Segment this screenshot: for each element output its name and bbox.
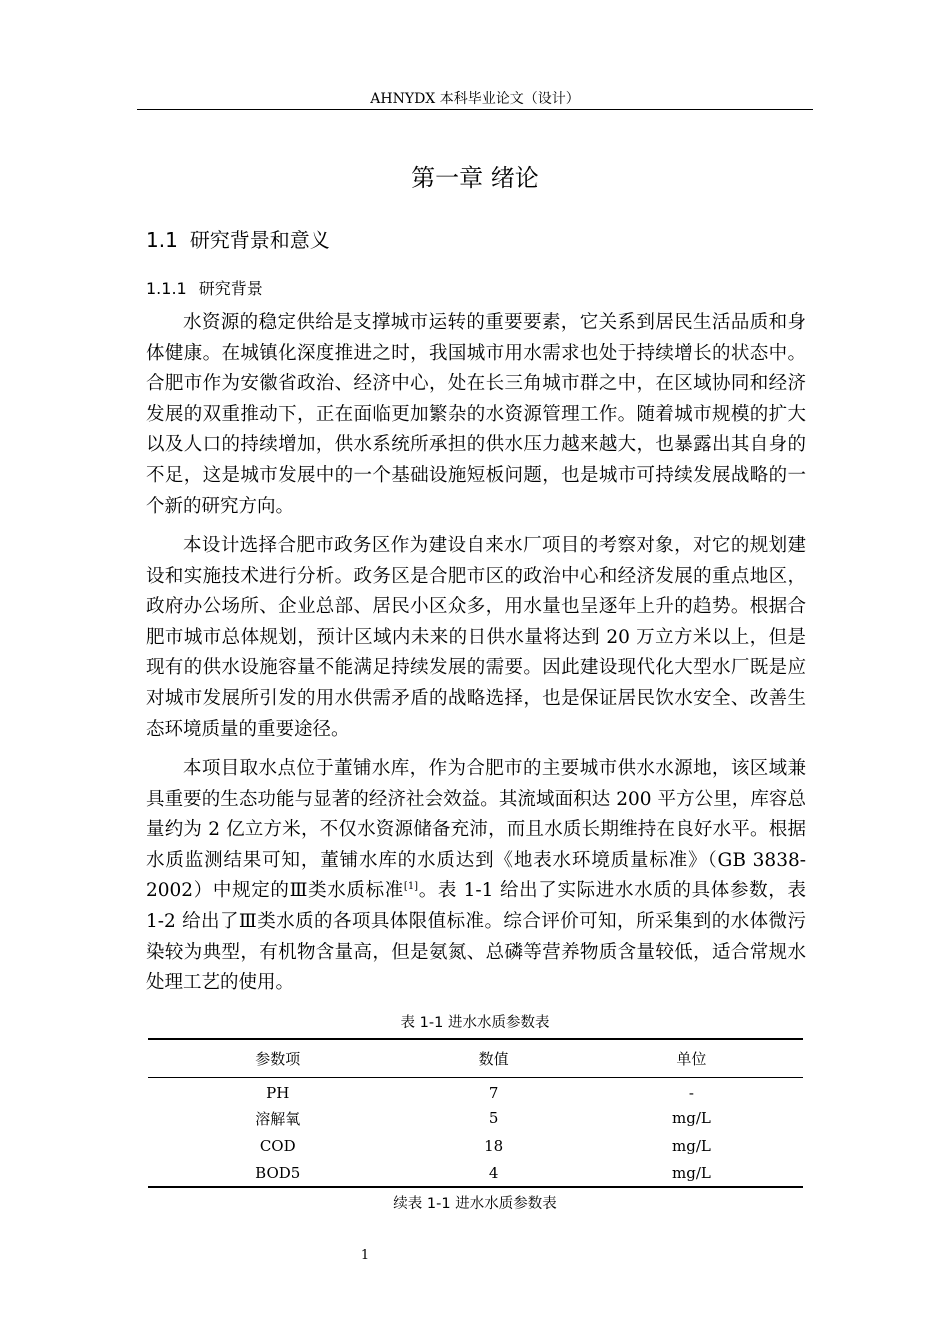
section-heading	[146, 226, 330, 254]
table-row	[148, 1105, 803, 1133]
section-number: 1.1	[146, 228, 178, 252]
cell-value: 4	[407, 1160, 579, 1188]
cell-unit: mg/L	[580, 1160, 803, 1188]
citation-ref[interactable]: [1]	[403, 881, 419, 893]
water-quality-table	[148, 1038, 803, 1188]
subsection-heading	[146, 278, 263, 300]
table-row	[148, 1160, 803, 1188]
paragraph-3	[146, 754, 806, 999]
page-number: 1	[360, 1248, 370, 1263]
table-continued-caption: 续表 1-1 进水水质参数表	[393, 1196, 557, 1212]
table-row	[148, 1077, 803, 1105]
table-header-row	[148, 1039, 803, 1077]
cell-unit: -	[688, 1083, 694, 1102]
chapter-title: 第一章 绪论	[411, 164, 539, 192]
section-title: 研究背景和意义	[189, 228, 330, 252]
header-unit: 单位	[580, 1039, 803, 1077]
header-param: 参数项	[148, 1039, 407, 1077]
paragraph-3-text-a: 本项目取水点位于董铺水库，作为合肥市的主要城市供水水源地，该区域兼具重要的生态功能与显著的经济社会效益。其流域面积达 200 平方公里，库容总量约为 2 亿立方米，不仅水资源储备充沛，而且水质长期维持在良好水平。根据水质监测结果可知，董铺水库的水质达到《地表水环境质量标准》（GB 3838-2002）中规定的Ⅲ类水质标准	[146, 758, 806, 902]
cell-unit: mg/L	[672, 1109, 711, 1128]
paragraph-2: 本设计选择合肥市政务区作为建设自来水厂项目的考察对象，对它的规划建设和实施技术进行分析。政务区是合肥市区的政治中心和经济发展的重点地区，政府办公场所、企业总部、居民小区众多，用水量也呈逐年上升的趋势。根据合肥市城市总体规划，预计区域内未来的日供水量将达到 20 万立方米以上，但是现有的供水设施容量不能满足持续发展的需要。因此建设现代化大型水厂既是应对城市发展所引发的用水供需矛盾的战略选择，也是保证居民饮水安全、改善生态环境质量的重要途径。	[146, 535, 806, 740]
cell-param: BOD5	[148, 1160, 407, 1188]
cell-value: 7	[488, 1083, 499, 1102]
page-header: AHNYDX 本科毕业论文（设计）	[370, 91, 580, 107]
header-value: 数值	[407, 1039, 579, 1077]
cell-unit: mg/L	[672, 1136, 711, 1155]
subsection-title: 研究背景	[198, 279, 263, 298]
table-caption: 表 1-1 进水水质参数表	[400, 1015, 550, 1031]
paragraph-1: 水资源的稳定供给是支撑城市运转的重要要素，它关系到居民生活品质和身体健康。在城镇化深度推进之时，我国城市用水需求也处于持续增长的状态中。合肥市作为安徽省政治、经济中心，处在长三角城市群之中，在区域协同和经济发展的双重推动下，正在面临更加繁杂的水资源管理工作。随着城市规模的扩大以及人口的持续增加，供水系统所承担的供水压力越来越大，也暴露出其自身的不足，这是城市发展中的一个基础设施短板问题，也是城市可持续发展战略的一个新的研究方向。	[146, 312, 806, 517]
table-row	[148, 1132, 803, 1160]
cell-param: PH	[266, 1083, 290, 1102]
cell-param: 溶解氧	[255, 1109, 301, 1128]
cell-param: COD	[259, 1136, 296, 1155]
header-rule	[137, 109, 813, 110]
paragraph-3-text-b: 。表 1-1 给出了实际进水水质的具体参数，表 1-2 给出了Ⅲ类水质的各项具体限值标准。综合评价可知，所采集到的水体微污染较为典型，有机物含量高，但是氨氮、总磷等营养物质含量较低，适合常规水处理工艺的使用。	[146, 880, 806, 994]
cell-value: 5	[488, 1109, 499, 1128]
cell-value: 18	[484, 1136, 504, 1155]
subsection-number: 1.1.1	[146, 279, 187, 298]
